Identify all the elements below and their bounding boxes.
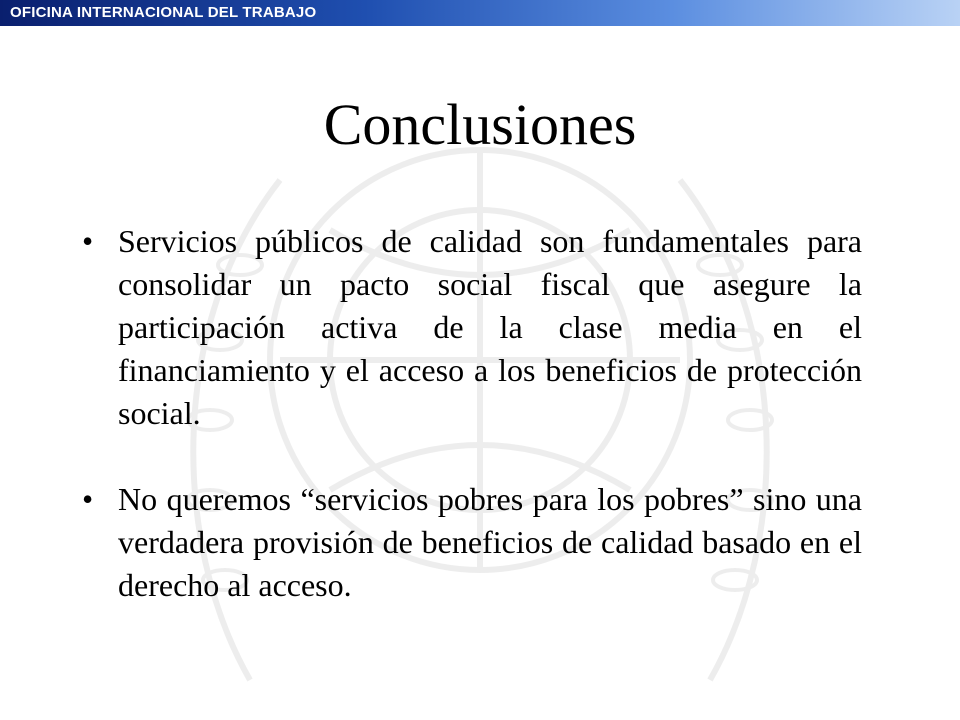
bullet-item: [82, 478, 862, 607]
bullet-text: Servicios públicos de calidad son fundamentales para consolidar un pacto social fiscal que asegure la participación activa de la clase media en el financiamiento y el acceso a los beneficios de protección social.: [118, 223, 862, 431]
bullet-list: [82, 220, 862, 650]
bullet-item: [82, 220, 862, 435]
header-org-name: OFICINA INTERNACIONAL DEL TRABAJO: [10, 4, 317, 21]
header-bar: [0, 0, 960, 26]
slide-title: Conclusiones: [323, 92, 637, 157]
bullet-text: No queremos “servicios pobres para los pobres” sino una verdadera provisión de beneficios de calidad basado en el derecho al acceso.: [118, 481, 862, 603]
bullet-marker: •: [82, 223, 94, 259]
bullet-marker: •: [82, 481, 94, 517]
